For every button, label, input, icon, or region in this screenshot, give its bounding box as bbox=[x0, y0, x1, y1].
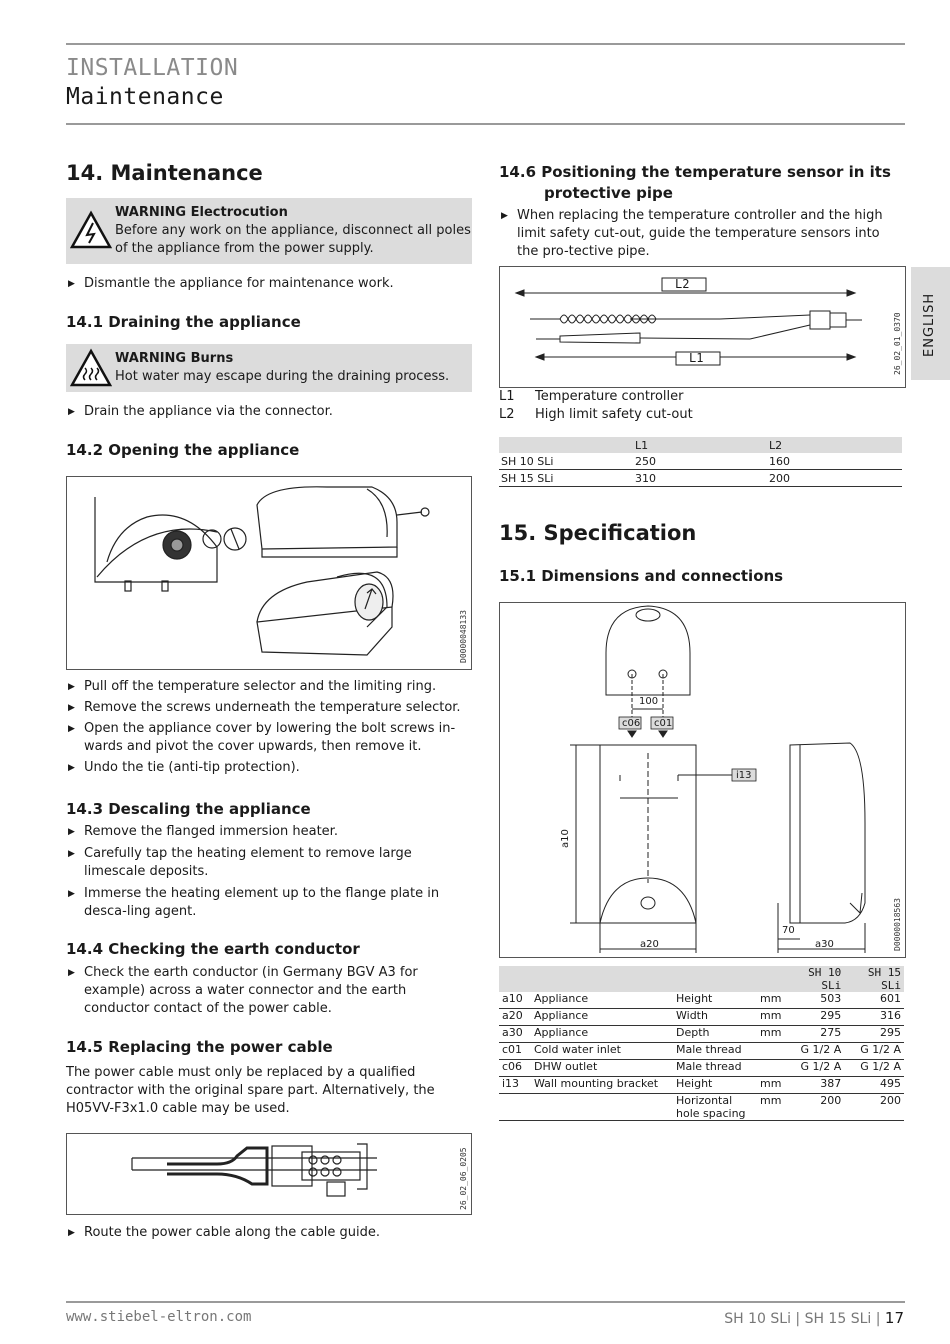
figure-cable-guide bbox=[66, 1133, 472, 1215]
table-cell: Cold water inlet bbox=[531, 1043, 673, 1060]
table-header bbox=[531, 966, 673, 992]
dim-label-a10: a10 bbox=[560, 829, 571, 848]
bullet-remove-heater: ▶ Remove the flanged immersion heater. bbox=[66, 823, 472, 841]
warning-burns bbox=[66, 344, 472, 392]
table-cell bbox=[499, 1094, 531, 1121]
table-cell: SH 10 SLi bbox=[499, 453, 633, 470]
warning-burns-text: Hot water may escape during the draining process. bbox=[115, 369, 450, 384]
table-row bbox=[499, 1077, 904, 1094]
bullet-dismantle: ▶ Dismantle the appliance for maintenance work. bbox=[66, 275, 472, 293]
page-number: 17 bbox=[884, 1309, 904, 1327]
dim-label-100: 100 bbox=[639, 696, 659, 707]
sensor-illustration bbox=[500, 267, 905, 387]
table-row bbox=[499, 1060, 904, 1077]
table-cell: a30 bbox=[499, 1026, 531, 1043]
table-cell: 295 bbox=[844, 1026, 904, 1043]
table-cell: 316 bbox=[844, 1009, 904, 1026]
sensor-label-l1: L1 bbox=[689, 351, 704, 365]
table-cell: a10 bbox=[499, 992, 531, 1009]
table-row bbox=[499, 1026, 904, 1043]
header-section: INSTALLATION bbox=[66, 55, 239, 81]
table-header: L1 bbox=[633, 437, 767, 453]
bullet-drain: ▶ Drain the appliance via the connector. bbox=[66, 403, 472, 421]
table-cell: DHW outlet bbox=[531, 1060, 673, 1077]
language-tab bbox=[911, 267, 950, 380]
dim-label-a20: a20 bbox=[640, 939, 659, 950]
dim-label-a30: a30 bbox=[815, 939, 834, 950]
dimensions-drawing bbox=[500, 603, 905, 957]
table-cell: 495 bbox=[844, 1077, 904, 1094]
legend-key: L1 bbox=[499, 389, 515, 404]
warning-electrocution-text: Before any work on the appliance, disconnect all poles of the appliance from the power supply. bbox=[115, 223, 471, 256]
table-cell: 160 bbox=[767, 453, 902, 470]
figure-code: D0000018563 bbox=[893, 898, 902, 951]
warning-burns-title: WARNING Burns bbox=[115, 351, 234, 366]
bullet-immerse-element: ▶ Immerse the heating element up to the flange plate in desca-ling agent. bbox=[66, 885, 472, 921]
section-14-3-title: 14.3 Descaling the appliance bbox=[66, 800, 311, 818]
figure-temperature-sensors bbox=[499, 266, 906, 388]
bullet-sensor-guide: ▶ When replacing the temperature controller and the high limit safety cut-out, guide the temperature sensors into the pro-tective pipe. bbox=[499, 207, 904, 261]
section-14-6-title-cont: protective pipe bbox=[544, 184, 673, 202]
table-cell bbox=[531, 1094, 673, 1121]
figure-code: D0000048133 bbox=[459, 610, 468, 663]
section-14-6-title: 14.6 Positioning the temperature sensor in its bbox=[499, 163, 891, 181]
figure-code: 26_02_06_0205 bbox=[459, 1147, 468, 1210]
table-header: SH 15 SLi bbox=[844, 966, 904, 992]
figure-dimensions bbox=[499, 602, 906, 958]
table-cell: Male thread bbox=[673, 1060, 757, 1077]
table-cell: Male thread bbox=[673, 1043, 757, 1060]
table-row bbox=[499, 1043, 904, 1060]
section-14-2-title: 14.2 Opening the appliance bbox=[66, 441, 300, 459]
table-cell: Appliance bbox=[531, 1026, 673, 1043]
table-row bbox=[499, 1009, 904, 1026]
figure-code: 26_02_01_0370 bbox=[893, 312, 902, 375]
table-header bbox=[673, 966, 757, 992]
bullet-remove-screws: ▶ Remove the screws underneath the temperature selector. bbox=[66, 699, 472, 717]
section-14-5-title: 14.5 Replacing the power cable bbox=[66, 1038, 333, 1056]
power-cable-text: The power cable must only be replaced by a qualified contractor with the original spare part. Alternatively, the H05VV-F3x1.0 cable may be used. bbox=[66, 1065, 435, 1116]
table-header: SH 10 SLi bbox=[784, 966, 844, 992]
table-cell: G 1/2 A bbox=[844, 1060, 904, 1077]
header-subsection: Maintenance bbox=[66, 84, 224, 110]
footer-model-names: SH 10 SLi | SH 15 SLi | bbox=[724, 1311, 881, 1327]
table-cell: SH 15 SLi bbox=[499, 470, 633, 487]
figure-opening-appliance bbox=[66, 476, 472, 670]
hot-water-hazard-icon bbox=[70, 348, 112, 388]
sensor-legend bbox=[499, 388, 693, 424]
table-cell: 601 bbox=[844, 992, 904, 1009]
footer-models bbox=[724, 1309, 904, 1327]
table-cell: Appliance bbox=[531, 1009, 673, 1026]
bullet-open-cover: ▶ Open the appliance cover by lowering the bolt screws in-wards and pivot the cover upwards, then remove it. bbox=[66, 720, 472, 756]
table-cell: 250 bbox=[633, 453, 767, 470]
table-cell: 387 bbox=[784, 1077, 844, 1094]
section-14-4-title: 14.4 Checking the earth conductor bbox=[66, 940, 360, 958]
warning-electrocution bbox=[66, 198, 472, 264]
table-cell: Height bbox=[673, 1077, 757, 1094]
table-header: L2 bbox=[767, 437, 902, 453]
table-row bbox=[499, 453, 902, 470]
table-cell bbox=[757, 1060, 784, 1077]
dim-label-70: 70 bbox=[782, 925, 795, 936]
language-tab-label: ENGLISH bbox=[922, 292, 937, 357]
legend-key: L2 bbox=[499, 407, 515, 422]
sensor-length-table bbox=[499, 437, 902, 487]
table-cell: 503 bbox=[784, 992, 844, 1009]
dim-label-c01: c01 bbox=[654, 718, 673, 729]
table-cell: mm bbox=[757, 1094, 784, 1121]
table-cell: mm bbox=[757, 1077, 784, 1094]
table-cell: Wall mounting bracket bbox=[531, 1077, 673, 1094]
section-15-title: 15. Specification bbox=[499, 521, 697, 545]
table-row bbox=[499, 1094, 904, 1121]
cable-guide-illustration bbox=[67, 1134, 471, 1214]
electric-hazard-icon bbox=[70, 210, 112, 250]
table-cell: G 1/2 A bbox=[784, 1043, 844, 1060]
bullet-route-cable: ▶ Route the power cable along the cable guide. bbox=[66, 1224, 472, 1242]
table-cell: i13 bbox=[499, 1077, 531, 1094]
table-cell: Depth bbox=[673, 1026, 757, 1043]
appliance-opening-illustration bbox=[67, 477, 471, 669]
table-cell: Horizontal hole spacing bbox=[673, 1094, 757, 1121]
table-cell: Appliance bbox=[531, 992, 673, 1009]
table-cell: Height bbox=[673, 992, 757, 1009]
warning-electrocution-title: WARNING Electrocution bbox=[115, 205, 288, 220]
top-rule bbox=[66, 43, 905, 45]
table-cell: mm bbox=[757, 1026, 784, 1043]
table-cell: G 1/2 A bbox=[784, 1060, 844, 1077]
table-cell: mm bbox=[757, 992, 784, 1009]
table-header bbox=[499, 437, 633, 453]
table-cell: 200 bbox=[784, 1094, 844, 1121]
table-cell: 200 bbox=[767, 470, 902, 487]
bullet-check-earth: ▶ Check the earth conductor (in Germany BGV A3 for example) across a water connector and the earth conductor contact of the power cable. bbox=[66, 964, 472, 1018]
table-cell: c01 bbox=[499, 1043, 531, 1060]
header-bottom-rule bbox=[66, 123, 905, 125]
dim-label-i13: i13 bbox=[736, 770, 752, 781]
table-row bbox=[499, 992, 904, 1009]
table-cell bbox=[757, 1043, 784, 1060]
table-cell: 200 bbox=[844, 1094, 904, 1121]
table-cell: a20 bbox=[499, 1009, 531, 1026]
table-cell: 295 bbox=[784, 1009, 844, 1026]
footer-rule bbox=[66, 1301, 905, 1303]
table-cell: G 1/2 A bbox=[844, 1043, 904, 1060]
sensor-label-l2: L2 bbox=[675, 277, 690, 291]
table-row bbox=[499, 470, 902, 487]
specification-table bbox=[499, 966, 904, 1121]
section-14-1-title: 14.1 Draining the appliance bbox=[66, 313, 301, 331]
table-cell: mm bbox=[757, 1009, 784, 1026]
table-cell: c06 bbox=[499, 1060, 531, 1077]
section-14-title: 14. Maintenance bbox=[66, 161, 263, 185]
bullet-undo-tie: ▶ Undo the tie (anti-tip protection). bbox=[66, 759, 472, 777]
table-header bbox=[499, 966, 531, 992]
table-cell: 310 bbox=[633, 470, 767, 487]
footer-url[interactable]: www.stiebel-eltron.com bbox=[66, 1309, 252, 1325]
bullet-pull-off-selector: ▶ Pull off the temperature selector and the limiting ring. bbox=[66, 678, 472, 696]
legend-text: High limit safety cut-out bbox=[535, 407, 693, 422]
table-header bbox=[757, 966, 784, 992]
legend-text: Temperature controller bbox=[535, 389, 684, 404]
table-cell: 275 bbox=[784, 1026, 844, 1043]
section-15-1-title: 15.1 Dimensions and connections bbox=[499, 567, 784, 585]
table-cell: Width bbox=[673, 1009, 757, 1026]
dim-label-c06: c06 bbox=[622, 718, 641, 729]
bullet-tap-element: ▶ Carefully tap the heating element to remove large limescale deposits. bbox=[66, 845, 472, 881]
